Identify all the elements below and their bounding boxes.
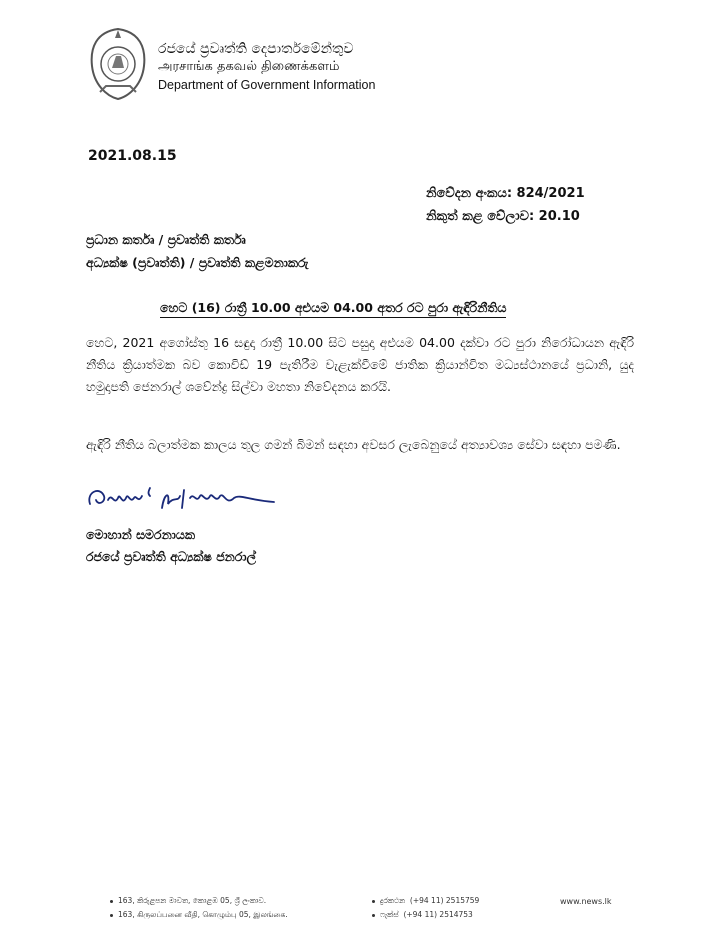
department-letterhead: [158, 40, 375, 94]
bullet-icon: [110, 900, 113, 903]
release-heading: හෙට (16) රාත්‍රී 10.00 අළුයම 04.00 අතර රට පුරා ඇඳිරිනීතිය: [160, 300, 506, 318]
handwritten-signature: [84, 482, 284, 518]
department-name-english: Department of Government Information: [158, 78, 376, 92]
department-name-tamil: அரசாங்க தகவல் திணைக்களம்: [158, 59, 340, 74]
footer-contact: [372, 894, 479, 922]
website-link[interactable]: www.news.lk: [560, 897, 612, 906]
letter-date: 2021.08.15: [88, 148, 177, 164]
bullet-icon: [110, 914, 113, 917]
release-reference: [426, 182, 585, 228]
fax-label: ෆැක්ස්: [380, 910, 399, 919]
body-paragraph: හෙට, 2021 අගෝස්තු 16 සඳුදා රාත්‍රී 10.00 සිට පසුදා අළුයම 04.00 දක්වා රට පුරා නිරෝධායන ඇඳිරි නීතිය ක්‍රියාත්මක බව කොවිඩ් 19 පැතිරීම වැළැක්වීමේ ජාතික ක්‍රියාන්විත මධ්‍යස්ථානයේ ප්‍රධානි, යුද හමුදාපති ජෙනරාල් ශවේන්ද්‍ර සිල්වා මහතා නිවේදනය කරයි.: [86, 335, 634, 394]
signatory-block: [86, 524, 256, 568]
footer-address: [110, 894, 288, 922]
bullet-icon: [372, 900, 375, 903]
bullet-icon: [372, 914, 375, 917]
recipient-line: අධ්‍යක්ෂ (ප්‍රවෘත්ති) / ප්‍රවෘත්ති කළමනාකරු: [86, 255, 309, 270]
signatory-name: මොහාන් සමරනායක: [86, 527, 195, 542]
recipients-block: [86, 228, 308, 274]
signatory-title: රජයේ ප්‍රවෘත්ති අධ්‍යක්ෂ ජනරාල්: [86, 549, 257, 564]
government-emblem-logo: [86, 26, 150, 102]
address-line: 163, කිරුළපන මාවත, කොළඹ 05, ශ්‍රී ලංකාව.: [118, 896, 267, 905]
body-paragraph: ඇඳිරි නීතිය බලාත්මක කාලය තුල ගමන් බිමන් සඳහා අවසර ලැබෙනුයේ අත්‍යාවශ්‍ය සේවා සඳහා පමණි.: [86, 437, 621, 452]
department-name-sinhala: රජයේ ප්‍රවෘත්ති දෙපාර්තමේන්තුව: [158, 41, 354, 57]
letter-footer: [0, 888, 720, 932]
recipient-line: ප්‍රධාන කර්තෘ / ප්‍රවෘත්ති කර්තෘ: [86, 232, 246, 247]
address-line: 163, கிருலப்பனை வீதி, கொழும்பு 05, இலங்கை.: [118, 910, 288, 919]
release-number: නිවේදන අංකය: 824/2021: [426, 186, 585, 201]
release-time: නිකුත් කළ වේලාව: 20.10: [426, 209, 580, 224]
telephone-number: (+94 11) 2515759: [409, 896, 480, 905]
fax-number: (+94 11) 2514753: [403, 910, 473, 919]
telephone-label: දුරකථන: [380, 896, 406, 905]
